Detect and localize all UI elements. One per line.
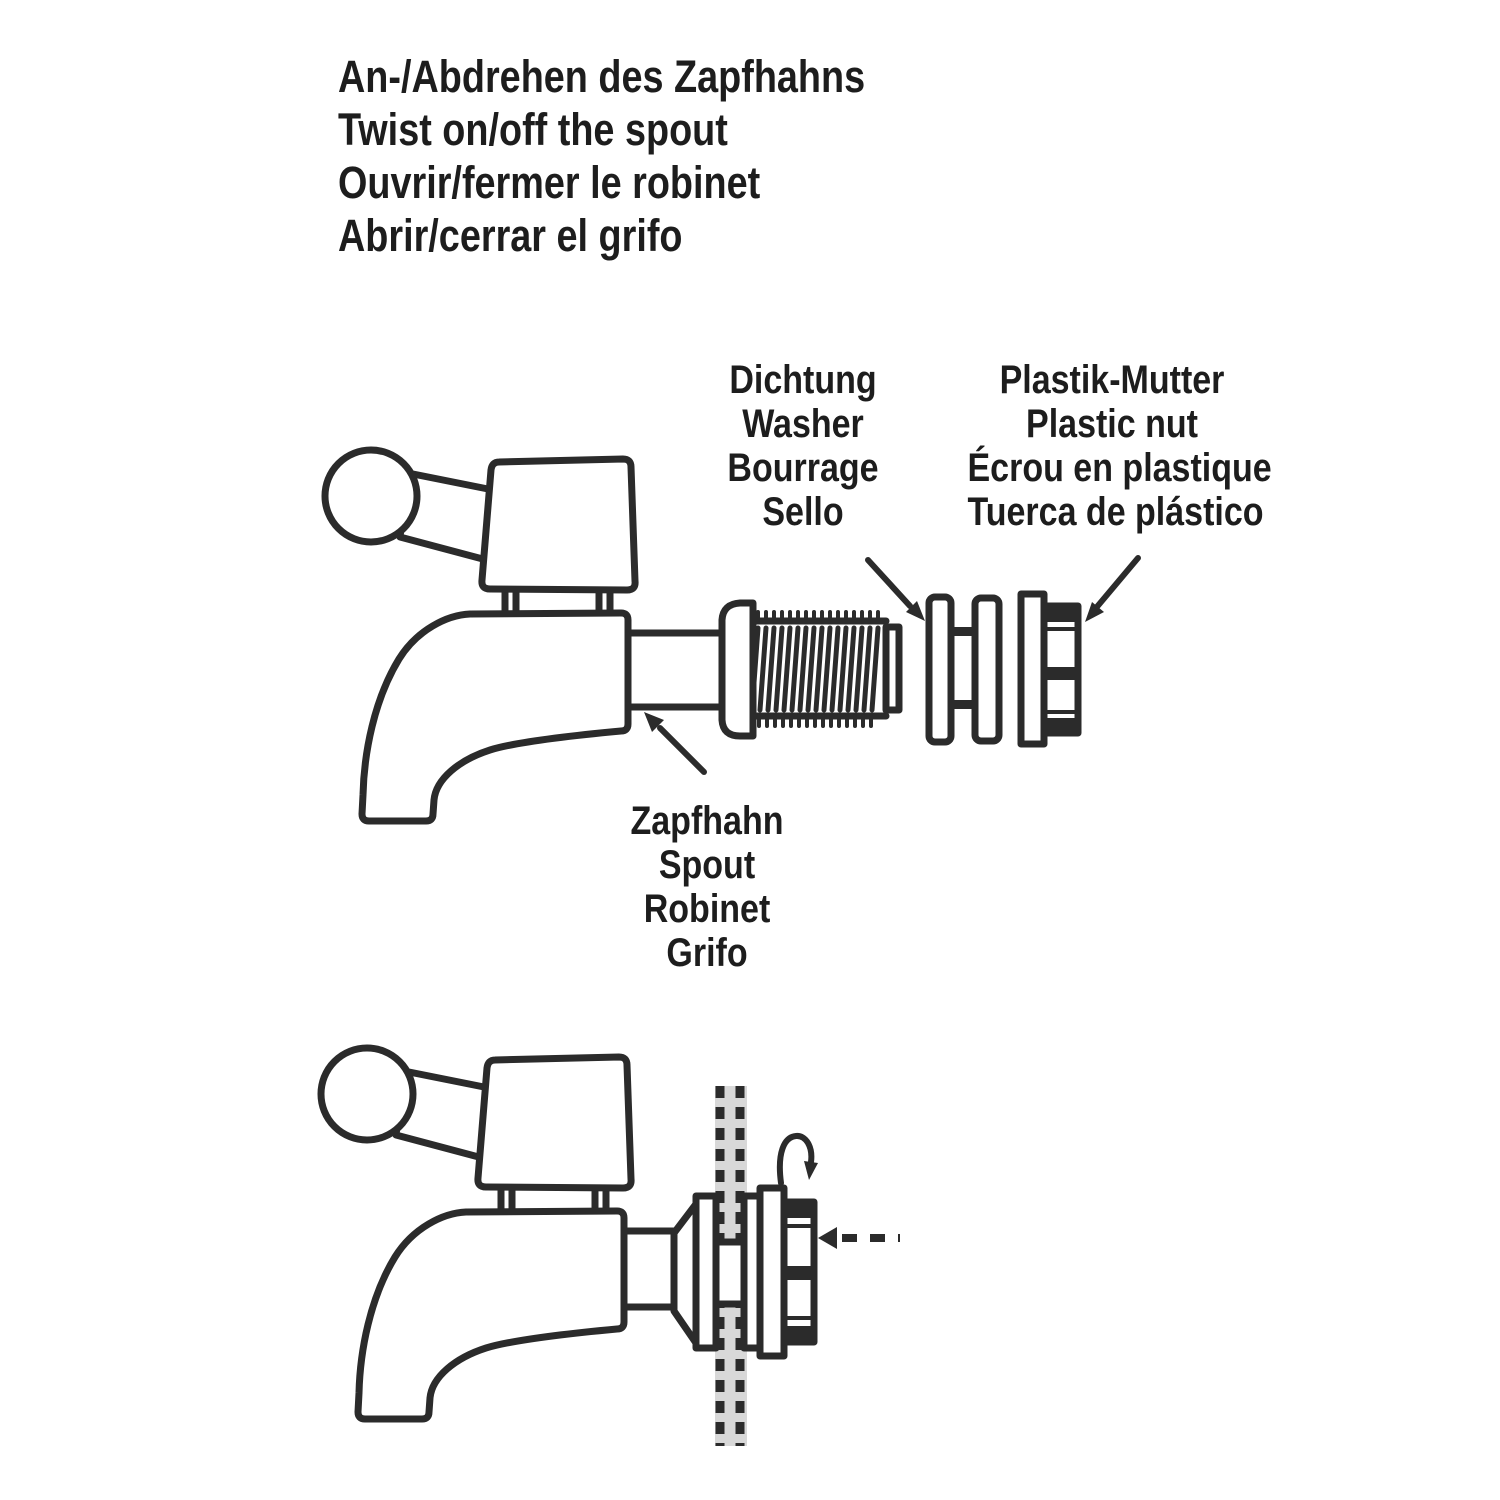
tap-knob (482, 459, 635, 590)
plastic-nut-drawing (1021, 594, 1078, 744)
tap-outlet-cylinder (624, 1231, 676, 1307)
washer-label-fr: Bourrage (727, 446, 879, 490)
tap-outlet-cylinder (628, 633, 727, 707)
washer-ring-back (975, 598, 999, 741)
plastic-nut-label-de: Plastik-Mutter (999, 358, 1225, 402)
exploded-view-diagram (300, 430, 1220, 860)
insert-direction-arrow-icon (818, 1227, 900, 1249)
title-line-en: Twist on/off the spout (338, 104, 728, 155)
tap-drawing (321, 1048, 631, 1419)
tap-drawing (325, 450, 727, 821)
mounted-assembly (674, 1188, 814, 1356)
plastic-nut-label-en: Plastic nut (1026, 402, 1198, 446)
washer-label-de: Dichtung (729, 358, 877, 402)
title-line-de: An-/Abdrehen des Zapfhahns (338, 51, 866, 102)
spout-label-en: Spout (658, 843, 756, 887)
spout-label-de: Zapfhahn (630, 799, 784, 843)
washer-drawing (929, 597, 999, 742)
tap-handle-ball-icon (325, 450, 417, 542)
shaft-flange (722, 603, 753, 736)
mounted-nut-rib (784, 1326, 814, 1342)
tap-body (362, 613, 628, 821)
assembled-view-diagram (280, 1040, 920, 1470)
tap-handle-ball-icon (321, 1048, 413, 1140)
spout-label-fr: Robinet (643, 887, 771, 931)
plastic-nut-label-fr: Écrou en plastique (967, 446, 1272, 490)
washer-bridge-bottom (949, 700, 977, 709)
mounted-nut-rib (784, 1266, 814, 1280)
title-block (338, 50, 865, 262)
nut-rib (1044, 606, 1078, 622)
spout-label-es: Grifo (666, 931, 748, 975)
mounted-washer-ring (696, 1196, 716, 1348)
washer-label-es: Sello (762, 490, 844, 534)
rotation-arrow-icon (780, 1136, 818, 1183)
title-line-fr: Ouvrir/fermer le robinet (338, 157, 761, 208)
nut-rib (1044, 718, 1078, 733)
plastic-nut-arrow (1085, 558, 1138, 622)
tap-body (358, 1211, 624, 1419)
nut-rib (1044, 667, 1078, 680)
washer-label-en: Washer (742, 402, 864, 446)
threaded-shaft-drawing (722, 603, 899, 736)
title-line-es: Abrir/cerrar el grifo (338, 210, 683, 261)
washer-ring-front (929, 597, 951, 742)
washer-bridge-top (949, 627, 977, 636)
shaft-end-cap (886, 627, 899, 710)
mounted-nut-flange-plate (760, 1188, 784, 1356)
spout-arrow (644, 712, 704, 772)
tap-knob (478, 1057, 631, 1188)
mounted-nut-rib (784, 1202, 814, 1218)
thread-lines (752, 628, 878, 710)
plastic-nut-label-es: Tuerca de plástico (967, 490, 1264, 534)
